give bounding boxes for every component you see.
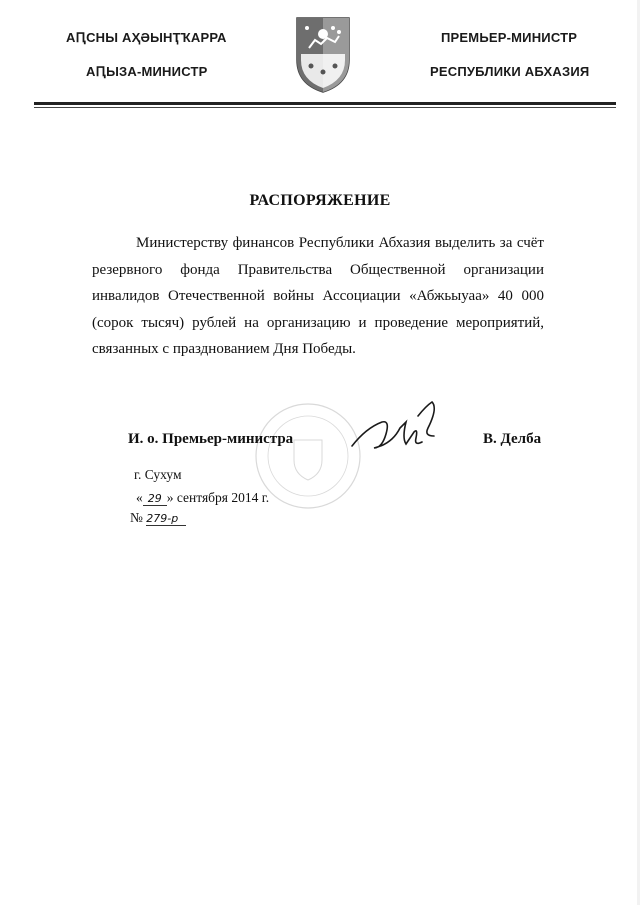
document-city: г. Сухум: [134, 467, 182, 482]
number-value: 279-р: [146, 512, 186, 526]
handwritten-signature: [348, 398, 448, 460]
header-right-line1: ПРЕМЬЕР-МИНИСТР: [441, 30, 578, 45]
document-date: [136, 490, 269, 506]
document-title: РАСПОРЯЖЕНИЕ: [249, 192, 391, 209]
header-left-line1: АԤСНЫ АҲӘЫНҬҠАРРА: [66, 30, 227, 45]
official-stamp-icon: [254, 402, 362, 510]
signatory-role: И. о. Премьер-министра: [128, 431, 294, 447]
document-number: [130, 510, 186, 526]
header-right-line2: РЕСПУБЛИКИ АБХАЗИЯ: [430, 64, 590, 79]
header-left-line2: АԤЫЗА-МИНИСТР: [86, 64, 208, 79]
header-rule-thick: [34, 102, 616, 105]
date-day: 29: [143, 492, 167, 506]
signatory-name: В. Делба: [483, 431, 542, 447]
number-prefix: №: [130, 510, 143, 525]
date-rest: сентября 2014 г.: [176, 490, 270, 505]
header-rule-thin: [34, 107, 616, 108]
state-emblem-icon: [293, 14, 353, 94]
date-quote-open: «: [136, 490, 143, 505]
document-body: Министерству финансов Республики Абхазия выделить за счёт резервного фонда Правительства Общественной организации инвалидов Отечественной войны Ассоциации «Абжьыуаа» 40 000 (сорок тысяч) рублей на организацию и проведение мероприятий, связанных с празднованием Дня Победы.: [92, 235, 544, 357]
date-quote-close: »: [166, 490, 174, 505]
